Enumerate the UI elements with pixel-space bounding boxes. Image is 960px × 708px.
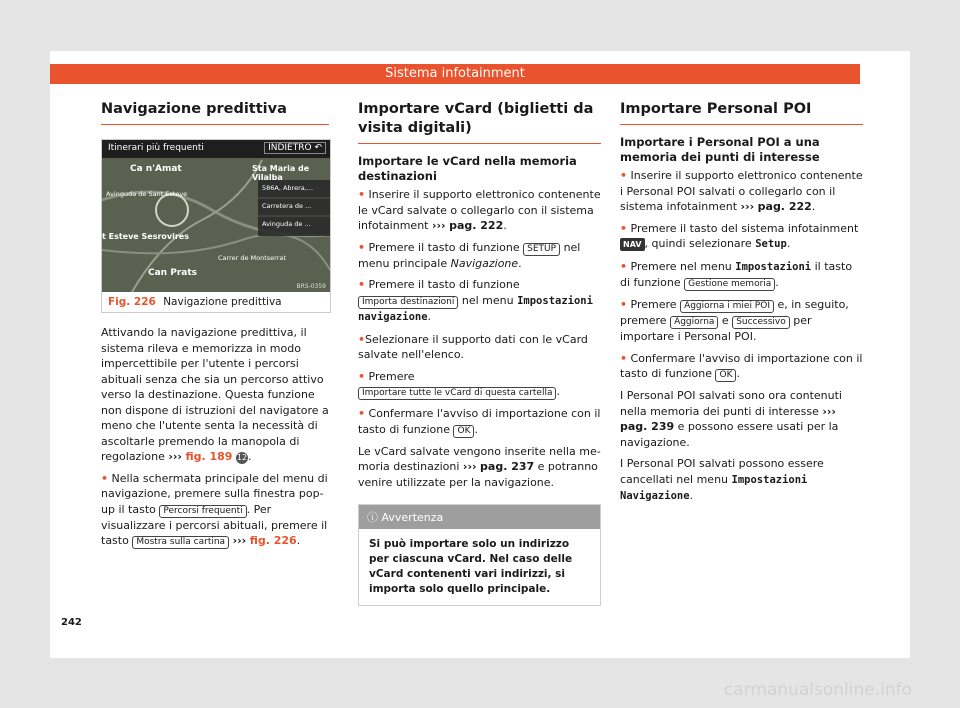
menu-name: Navigazione — [450, 256, 519, 270]
ref-arrow-icon: ››› — [168, 450, 182, 463]
paragraph — [620, 388, 863, 450]
place-label: Ca n'Amat — [130, 164, 182, 174]
bullet-item: • Premere il tasto di funzione SETUP nel menu principale Navigazione. — [358, 240, 601, 272]
paragraph-text: I Personal POI salvati sono ora contenuti nella memoria dei punti di interesse — [620, 389, 842, 418]
paragraph-text: e possono essere usati per la navigazione. — [620, 420, 839, 449]
bullet-item: • Premere nel menu Impostazioni il tasto di funzione Gestione memoria . — [620, 259, 863, 292]
bullet-item: • Selezionare il supporto dati con le vCard salvate nell'elenco. — [358, 332, 601, 363]
ok-key: OK — [715, 369, 736, 382]
back-button[interactable] — [264, 142, 326, 154]
paragraph — [358, 444, 601, 491]
gestione-memoria-key: Gestione memoria — [684, 278, 775, 291]
heading-navigazione-predittiva: Navigazione predittiva — [101, 100, 329, 125]
bullet-text: Inserire il supporto elettronico contenente i Personal POI salvati o collegarlo con il sistema infotainment — [620, 169, 863, 213]
place-label: Carrer de Montserrat — [218, 254, 286, 262]
figure-code: BRS-0359 — [296, 283, 326, 290]
bullet-text: Confermare l'avviso di importazione con il tasto di funzione — [620, 351, 863, 380]
figure-caption — [102, 292, 330, 312]
place-label: Can Prats — [148, 268, 197, 278]
menu-name: Impostazioni — [735, 260, 812, 273]
fig-reference-link[interactable]: fig. 189 — [185, 450, 233, 463]
navigation-screenshot — [102, 140, 330, 292]
bullet-text: Premere — [368, 369, 415, 383]
bullet-text: Inserire il supporto elettronico contenente le vCard salvate o collegarlo con il sistema infotainment — [358, 188, 601, 232]
note-box — [358, 504, 601, 606]
screen-title: Itinerari più frequenti — [108, 143, 204, 153]
paragraph-text: e potranno venire utilizzate per la navigazione. — [358, 460, 598, 489]
bullet-text: nel menu — [461, 293, 514, 307]
bullet-text: Premere il tasto del sistema infotainment — [630, 221, 859, 235]
bullet-text: Nella schermata principale del menu di navigazione, premere sulla finestra pop-up il tasto — [101, 471, 328, 516]
note-header — [359, 505, 600, 529]
aggiorna-key: Aggiorna — [670, 316, 718, 329]
column-1 — [101, 84, 329, 555]
ok-key: OK — [453, 425, 474, 438]
paragraph-text: Le vCard salvate vengono inserite nella memoria destinazioni — [358, 444, 601, 473]
info-icon: ⓘ — [367, 511, 378, 524]
page-number: 242 — [61, 617, 82, 628]
bullet-text: . Per visualizzare i percorsi abituali, premere il tasto — [101, 502, 328, 547]
page-reference-link[interactable]: pag. 237 — [480, 460, 535, 473]
paragraph: I Personal POI salvati possono essere cancellati nel menu Impostazioni Navigazione. — [620, 457, 824, 502]
figure-caption-text: Navigazione predittiva — [163, 296, 282, 308]
ref-arrow-icon: ››› — [462, 460, 477, 473]
bullet-text: Premere nel menu — [630, 259, 732, 273]
bullet-text: Premere il tasto di funzione — [368, 278, 520, 291]
nav-key-icon: NAV — [620, 238, 645, 251]
bullet-text: , quindi selezionare — [644, 237, 752, 250]
bullet-item: • Premere il tasto di funzione Importa destinazioni nel menu Impostazioni navigazione. — [358, 277, 601, 326]
mostra-sulla-cartina-key: Mostra sulla cartina — [132, 536, 229, 549]
bullet-text: Premere il tasto di funzione — [368, 240, 520, 254]
heading-personal-poi: Importare Personal POI — [620, 100, 863, 125]
ref-arrow-icon: ››› — [431, 219, 446, 232]
bullet-text: e, in seguito, premere — [620, 298, 849, 327]
header-band — [50, 64, 860, 84]
note-title: Avvertenza — [381, 511, 444, 524]
bullet-item: • Inserire il supporto elettronico contenente i Personal POI salvati o collegarlo con il sistema infotainment ››› pag. 222. — [620, 168, 863, 215]
back-arrow-icon: ↶ — [314, 143, 322, 153]
percorsi-frequenti-key: Percorsi frequenti — [159, 505, 246, 518]
paragraph: Attivando la navigazione predittiva, il sistema rileva e memorizza in modo impercettibile per l'utente i percorsi abituali senza che sia un percorso attivo verso la destinazione. Questa funzione non dispone di istruzioni del navigatore a meno che l'utente senta la necessità di ascoltarle premendo la manopola di regolazione ››› fig. 189 12. — [101, 326, 329, 463]
ref-arrow-icon: ››› — [822, 404, 836, 418]
bullet-text: Premere — [630, 298, 677, 311]
menu-name: Setup — [755, 238, 787, 250]
figure-number: Fig. 226 — [108, 296, 156, 308]
menu-name: Impostazioni Navigazione — [620, 473, 808, 502]
subheading-personal-poi: Importare i Personal POI a una memoria dei punti di interesse — [620, 135, 820, 164]
importa-destinazioni-key: Importa destinazioni — [358, 296, 458, 309]
back-label: INDIETRO — [268, 143, 312, 153]
callout-number: 12 — [236, 453, 248, 462]
paragraph-text: Attivando la navigazione predittiva, il sistema rileva e memorizza in modo impercettibile per l'utente i percorsi abituali senza che sia un percorso attivo verso la destinazione. Questa funzione non dispone di istruzioni del navigatore a meno che l'utente senta la necessità di ascoltarle premendo la manopola di regolazione — [101, 326, 329, 463]
route-item[interactable]: 586A, Abrera,... — [262, 184, 314, 192]
setup-key: SETUP — [523, 243, 560, 256]
heading-importare-vcard: Importare vCard (biglietti da visita digitali) — [358, 100, 601, 144]
route-item[interactable]: Carretera de ... — [262, 202, 312, 210]
importare-tutte-key: Importare tutte le vCard di questa cartella — [358, 387, 556, 400]
page-reference-link[interactable]: pag. 222 — [449, 219, 504, 232]
bullet-item: • Premere il tasto del sistema infotainment NAV , quindi selezionare Setup. — [620, 221, 863, 253]
watermark: carmanualsonline.info — [723, 680, 912, 700]
paragraph-text: I Personal POI salvati possono essere cancellati nel menu — [620, 457, 824, 486]
aggiorna-miei-poi-key: Aggiorna i miei POI — [680, 300, 774, 313]
bullet-text: Confermare l'avviso di importazione con il tasto di funzione — [358, 407, 601, 436]
page-reference-link[interactable]: pag. 222 — [757, 200, 812, 213]
column-3 — [620, 84, 863, 511]
content-area — [50, 84, 863, 630]
place-label: Avinguda de Sant Esteve — [106, 190, 188, 198]
bullet-item: • Premere Importare tutte le vCard di questa cartella . — [358, 369, 601, 401]
bullet-text: e — [721, 314, 729, 327]
bullet-item: • Confermare l'avviso di importazione con il tasto di funzione OK . — [358, 406, 601, 438]
bullet-item: • Nella schermata principale del menu di navigazione, premere sulla finestra pop-up il tasto Percorsi frequenti . Per visualizzare i percorsi abituali, premere il tasto Mostra sulla cartina ››› fig. 226. — [101, 471, 329, 550]
bullet-text: il tasto di funzione — [620, 259, 853, 289]
bullet-item: • Inserire il supporto elettronico contenente le vCard salvate o collegarlo con il sistema infotainment ››› pag. 222. — [358, 187, 601, 234]
section-header: Sistema infotainment — [50, 64, 860, 84]
ref-arrow-icon: ››› — [232, 534, 247, 547]
page-reference-link[interactable]: pag. 239 — [620, 420, 675, 433]
ref-arrow-icon: ››› — [740, 200, 755, 213]
fig-reference-link[interactable]: fig. 226 — [249, 534, 297, 547]
figure-226 — [101, 139, 331, 313]
bullet-item: • Confermare l'avviso di importazione con il tasto di funzione OK . — [620, 351, 863, 383]
column-2 — [358, 84, 601, 606]
menu-name: Impostazioni navigazione — [358, 294, 593, 323]
place-label: Sta Maria de Vilalba — [252, 164, 310, 182]
successivo-key: Successivo — [732, 316, 790, 329]
bullet-text: nel menu principale — [358, 240, 581, 270]
subheading-vcard: Importare le vCard nella memoria destinazioni — [358, 154, 577, 183]
bullet-text: per importare i Personal POI. — [620, 314, 812, 343]
bullet-item — [620, 297, 863, 345]
map-graphic — [102, 140, 330, 292]
route-item[interactable]: Avinguda de ... — [262, 220, 311, 228]
place-label: t Esteve Sesrovires — [102, 232, 189, 241]
note-body: Si può importare solo un indirizzo per ciascuna vCard. Nel caso delle vCard contenenti vari indirizzi, si importa solo quello principale. — [369, 538, 573, 595]
